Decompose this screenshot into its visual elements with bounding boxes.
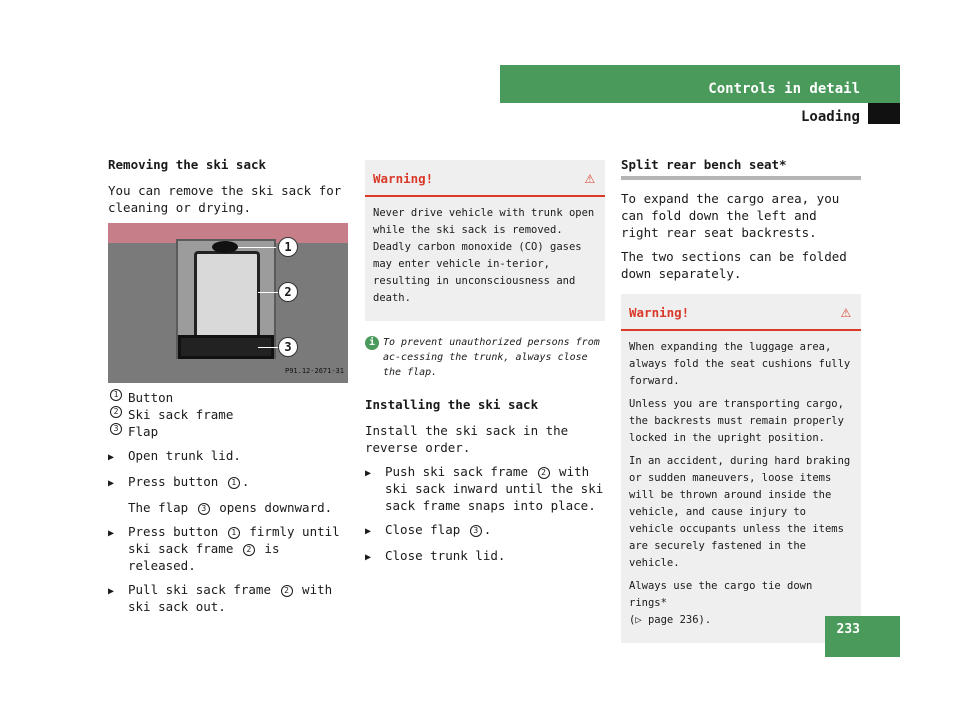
column-2 — [365, 160, 605, 573]
split-seat-para-2: The two sections can be folded down separately. — [621, 249, 847, 281]
step-note: The flap 3 opens downward. — [128, 500, 333, 515]
info-note: i To prevent unauthorized persons from ac-cessing the trunk, always close the flap. — [365, 335, 605, 380]
arrow-bullet-icon: ▶ — [108, 452, 115, 463]
warning-text: In an accident, during hard braking or sudden maneuvers, loose items will be thrown around inside the vehicle, and cause injury to vehicle occupants unless the items are securely fastened in the vehicle. — [629, 455, 851, 569]
ski-sack-figure — [108, 223, 348, 383]
warning-text: Unless you are transporting cargo, the backrests must remain properly locked in the upright position. — [629, 398, 844, 444]
warning-title: Warning! — [373, 171, 434, 186]
arrow-bullet-icon: ▶ — [108, 528, 115, 539]
arrow-bullet-icon: ▶ — [108, 586, 115, 597]
figure-callout-2: 2 — [278, 282, 298, 302]
column-3 — [621, 156, 861, 653]
header-bar — [500, 65, 900, 103]
column-1 — [108, 156, 353, 622]
arrow-bullet-icon: ▶ — [365, 468, 372, 479]
section-title: Controls in detail — [708, 81, 860, 97]
split-seat-heading: Split rear bench seat* — [621, 156, 861, 180]
figure-callout-3: 3 — [278, 337, 298, 357]
ski-sack-frame-image — [194, 251, 260, 339]
removing-intro: You can remove the ski sack for cleaning or drying. — [108, 183, 342, 215]
step-item: ▶ Push ski sack frame 2 with ski sack inward until the ski sack frame snaps into place. — [365, 464, 604, 513]
warning-title: Warning! — [629, 305, 690, 320]
step-item: ▶ Pull ski sack frame 2 with ski sack out. — [108, 582, 333, 614]
split-seat-para-1: To expand the cargo area, you can fold down the left and right rear seat backrests. — [621, 191, 840, 240]
arrow-bullet-icon: ▶ — [365, 526, 372, 537]
step-item: ▶ Close flap 3 . — [365, 521, 605, 540]
removing-heading: Removing the ski sack — [108, 157, 267, 172]
step-item: ▶ Press button 1 firmly until ski sack frame 2 is released. — [108, 524, 340, 573]
header-marker-block — [868, 103, 900, 124]
warning-box — [621, 294, 861, 643]
installing-heading: Installing the ski sack — [365, 397, 539, 412]
warning-box — [365, 160, 605, 321]
step-item: ▶ Close trunk lid. — [365, 547, 605, 566]
legend-item: 3 Flap — [108, 423, 353, 440]
installing-intro: Install the ski sack in the reverse order. — [365, 423, 569, 455]
step-item: ▶ Open trunk lid. — [108, 447, 353, 466]
warning-triangle-icon: ⚠ — [840, 302, 851, 322]
warning-text: Always use the cargo tie down rings* (▷ page 236). — [629, 580, 813, 626]
warning-text: When expanding the luggage area, always fold the seat cushions fully forward. — [629, 341, 851, 387]
info-icon: i — [365, 336, 379, 350]
page-number: 233 — [836, 622, 860, 637]
arrow-bullet-icon: ▶ — [108, 478, 115, 489]
legend-item: 2 Ski sack frame — [108, 406, 353, 423]
legend-item: 1 Button — [108, 389, 353, 406]
button-image — [212, 241, 238, 253]
figure-code: P91.12-2671-31 — [284, 367, 344, 375]
warning-text: Never drive vehicle with trunk open while the ski sack is removed. Deadly carbon monoxide (CO) gases may enter vehicle in-terior, resulting in unconsciousness and death. — [373, 207, 595, 304]
warning-triangle-icon: ⚠ — [584, 168, 595, 188]
page-number-box — [825, 616, 900, 657]
subsection-title: Loading — [800, 109, 860, 125]
arrow-bullet-icon: ▶ — [365, 552, 372, 563]
figure-callout-1: 1 — [278, 237, 298, 257]
page-reference-link[interactable]: (▷ page 236). — [629, 614, 712, 626]
step-item: ▶ Press button 1 . — [108, 473, 353, 492]
